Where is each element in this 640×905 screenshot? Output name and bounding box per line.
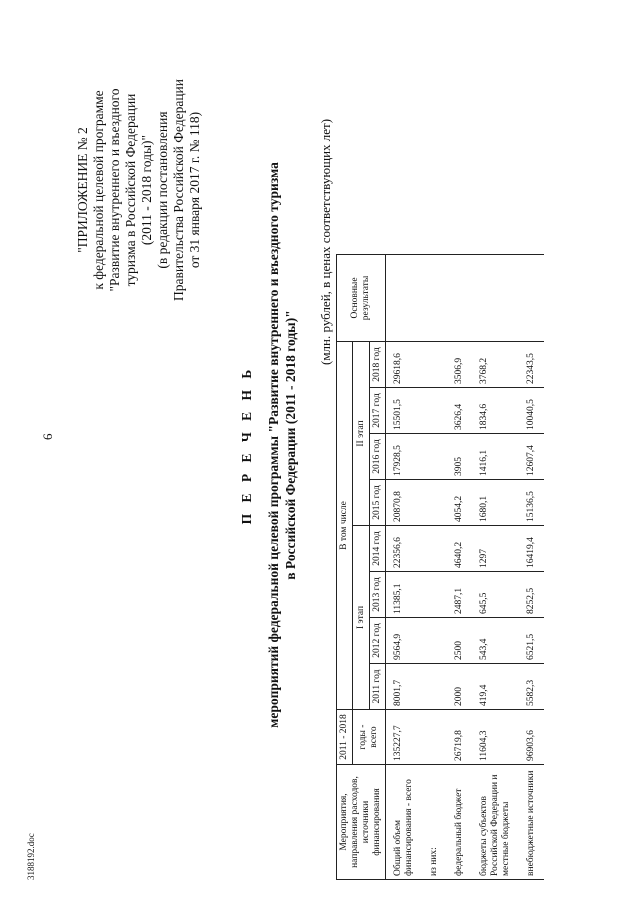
row-total: 11604,3 (472, 710, 519, 765)
cell-value: 6521,5 (519, 618, 544, 664)
cell-value: 15501,5 (386, 388, 423, 434)
row-total: 135227,7 (386, 710, 423, 765)
appendix-line: туризма в Российской Федерации (123, 93, 138, 287)
appendix-line: "ПРИЛОЖЕНИЕ № 2 (75, 127, 90, 253)
cell-value: 22343,5 (519, 342, 544, 388)
cell-value (422, 664, 447, 710)
page-number: 6 (40, 433, 55, 440)
footer-filename: 3188192.doc (26, 833, 36, 880)
row-label: бюджеты субъектов Российской Федерации и местные бюджеты (472, 765, 519, 880)
units-note: (млн. рублей, в ценах соответствующих лет) (318, 118, 333, 365)
cell-value: 5582,3 (519, 664, 544, 710)
header-total-period: 2011 - 2018 (337, 710, 353, 765)
row-results (472, 255, 519, 342)
row-total: 26719,8 (447, 710, 472, 765)
row-results (386, 255, 423, 342)
row-results (519, 255, 544, 342)
cell-value: 2487,1 (447, 572, 472, 618)
cell-value (422, 572, 447, 618)
document-title (238, 125, 299, 765)
cell-value: 543,4 (472, 618, 519, 664)
cell-value: 4054,2 (447, 480, 472, 526)
cell-value: 8252,5 (519, 572, 544, 618)
cell-value (422, 434, 447, 480)
appendix-line: Правительства Российской Федерации (171, 79, 186, 301)
cell-value: 9564,9 (386, 618, 423, 664)
header-year: 2015 год (370, 480, 386, 526)
table-row (519, 255, 544, 880)
cell-value: 3626,4 (447, 388, 472, 434)
cell-value: 11385,1 (386, 572, 423, 618)
cell-value: 2500 (447, 618, 472, 664)
header-stage-1: I этап (353, 526, 370, 710)
header-year: 2017 год (370, 388, 386, 434)
title-line-2: в Российской Федерации (2011 - 2018 годы)" (283, 310, 298, 580)
row-label: из них: (422, 765, 447, 880)
appendix-line: (2011 - 2018 годы)" (139, 134, 154, 246)
header-total-label: годы - всего (353, 710, 386, 765)
header-year: 2016 год (370, 434, 386, 480)
header-year: 2013 год (370, 572, 386, 618)
row-results (422, 255, 447, 342)
header-year: 2011 год (370, 664, 386, 710)
funding-table (336, 254, 544, 880)
cell-value: 3905 (447, 434, 472, 480)
cell-value: 1297 (472, 526, 519, 572)
table-row (472, 255, 519, 880)
cell-value: 419,4 (472, 664, 519, 710)
appendix-line: (в редакции постановления (155, 111, 170, 269)
cell-value (422, 480, 447, 526)
cell-value: 15136,5 (519, 480, 544, 526)
cell-value: 20870,8 (386, 480, 423, 526)
cell-value: 3768,2 (472, 342, 519, 388)
cell-value (422, 388, 447, 434)
title-line-1: мероприятий федеральной целевой программы "Развитие внутреннего и въездного туризма (266, 162, 281, 728)
cell-value (422, 526, 447, 572)
row-label: внебюджетные источники (519, 765, 544, 880)
header-results: Основные результаты (337, 255, 386, 342)
title-heading: П Е Р Е Ч Е Н Ь (239, 365, 254, 525)
cell-value (422, 342, 447, 388)
cell-value: 12607,4 (519, 434, 544, 480)
cell-value: 645,5 (472, 572, 519, 618)
cell-value: 17928,5 (386, 434, 423, 480)
appendix-header (75, 30, 203, 350)
cell-value: 4640,2 (447, 526, 472, 572)
cell-value: 1680,1 (472, 480, 519, 526)
cell-value: 10040,5 (519, 388, 544, 434)
cell-value: 22356,6 (386, 526, 423, 572)
row-total: 96903,6 (519, 710, 544, 765)
appendix-line: к федеральной целевой программе (91, 90, 106, 290)
cell-value: 2000 (447, 664, 472, 710)
header-year: 2012 год (370, 618, 386, 664)
cell-value: 29618,6 (386, 342, 423, 388)
cell-value: 3506,9 (447, 342, 472, 388)
appendix-line: от 31 января 2017 г. № 118) (187, 111, 202, 269)
cell-value: 1416,1 (472, 434, 519, 480)
row-results (447, 255, 472, 342)
header-including: В том числе (337, 342, 353, 710)
table-row (386, 255, 423, 880)
row-label: Общий объем финансирования - всего (386, 765, 423, 880)
header-stage-2: II этап (353, 342, 370, 526)
cell-value: 16419,4 (519, 526, 544, 572)
cell-value: 8001,7 (386, 664, 423, 710)
header-activity: Мероприятия, направления расходов, источники финансирования (337, 765, 386, 880)
appendix-line: "Развитие внутреннего и въездного (107, 88, 122, 292)
header-year: 2014 год (370, 526, 386, 572)
table-row (447, 255, 472, 880)
row-total (422, 710, 447, 765)
row-label: федеральный бюджет (447, 765, 472, 880)
cell-value: 1834,6 (472, 388, 519, 434)
header-year: 2018 год (370, 342, 386, 388)
cell-value (422, 618, 447, 664)
table-row (422, 255, 447, 880)
